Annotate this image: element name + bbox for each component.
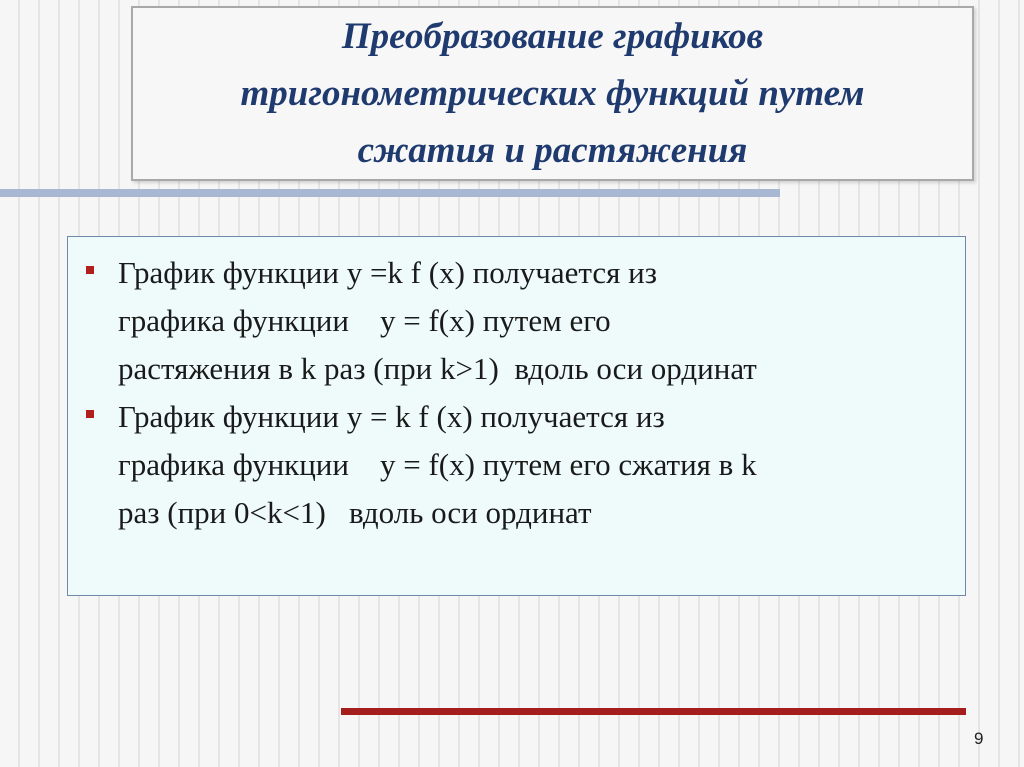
title-box bbox=[131, 6, 974, 181]
title-line: тригонометрических функций путем bbox=[240, 73, 865, 114]
bullet-text-line: График функции у = k f (x) получается из bbox=[118, 399, 665, 434]
bullet-item bbox=[118, 249, 948, 393]
content-box bbox=[67, 236, 966, 596]
bullet-text-line: растяжения в k раз (при k>1) вдоль оси ординат bbox=[118, 351, 757, 386]
bottom-accent-bar bbox=[341, 708, 966, 715]
bullet-text-line: графика функции у = f(x) путем его сжатия в k bbox=[118, 447, 757, 482]
page-number: 9 bbox=[974, 729, 984, 748]
title-line: Преобразование графиков bbox=[341, 16, 764, 57]
square-bullet-icon bbox=[86, 266, 94, 274]
bullet-text-line: графика функции у = f(x) путем его bbox=[118, 303, 611, 338]
square-bullet-icon bbox=[86, 410, 94, 418]
bullet-text-line: График функции у =k f (x) получается из bbox=[118, 255, 657, 290]
title-underline-bar bbox=[0, 189, 780, 197]
slide-title bbox=[240, 8, 864, 179]
bullet-list bbox=[118, 249, 948, 537]
title-line: сжатия и растяжения bbox=[357, 130, 748, 171]
bullet-item bbox=[118, 393, 948, 537]
bullet-text-line: раз (при 0<k<1) вдоль оси ординат bbox=[118, 495, 592, 530]
